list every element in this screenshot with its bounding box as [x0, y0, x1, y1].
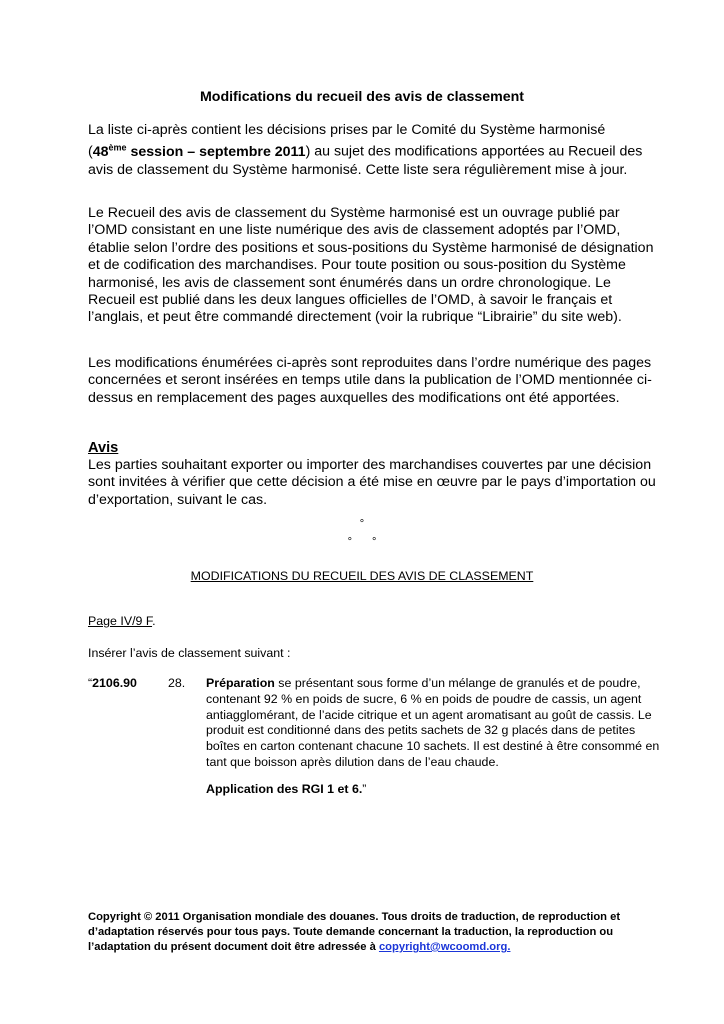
product-name: Préparation [206, 676, 275, 690]
hs-code-value: 2106.90 [92, 676, 137, 690]
copyright-footer [88, 910, 648, 955]
copyright-email-link[interactable]: copyright@wcoomd.org. [378, 941, 511, 953]
open-quote: “ [88, 676, 93, 690]
copyright-text: Copyright © 2011 Organisation mondiale des douanes. Tous droits de traduction, de reproduction et d’adaptation réservés pour tous pays. Toute demande concernant la traduction, la reproduction ou l’adaptation du présent document doit être adressée à [88, 911, 621, 953]
intro-paragraph-2: Le Recueil des avis de classement du Système harmonisé est un ouvrage publié par l’OMD consistant en une liste numérique des avis de classement adoptés par l’OMD, établie selon l’ordre des positions et sous-positions du Système harmonisé de désignation et de codification des marchandises. Pour toute position ou sous-position du Système harmonisé, les avis de classement sont énumérés dans un ordre chronologique. Le Recueil est publié dans les deux langues officielles de l’OMD, à savoir le français et l’anglais, et peut être commandé directement (voir la rubrique “Librairie” du site web). [88, 205, 654, 326]
session-superscript: ème [108, 142, 127, 153]
product-description: se présentant sous forme d’un mélange de granulés et de poudre, contenant 92 % en poids de sucre, 6 % en poids de poudre de cassis, un agent antiagglomérant, de l’acide citrique et un agent aromatisant au goût de cassis. Le produit est conditionné dans des petits sachets de 32 g placés dans de petites boîtes en carton contenant chacune 10 sachets. Il est destiné à être consommé en tant que boisson après dilution dans de l’eau chaude. [206, 676, 660, 769]
separator-top [88, 518, 636, 530]
intro-paragraph-3: Les modifications énumérées ci-après sont reproduites dans l’ordre numérique des pages concernées et seront insérées en temps utile dans la publication de l’OMD mentionnée ci-dessus en remplacement des pages auxquelles des modifications ont été apportées. [88, 355, 652, 406]
separator-bottom [88, 536, 636, 548]
entry-description [206, 676, 672, 771]
intro-paragraph-1 [88, 122, 658, 179]
separator-left-glyph: ° [347, 536, 352, 548]
page-reference-label: Page IV/9 F [88, 614, 153, 628]
intro-p1-after: ) au sujet des modifications apportées au Recueil des avis de classement du Système harmonisé. Cette liste sera régulièrement mise à jour. [88, 144, 643, 178]
hs-code [88, 676, 137, 692]
application-rule-text: Application des RGI 1 et 6. [206, 782, 363, 796]
insert-instruction: Insérer l’avis de classement suivant : [88, 646, 291, 660]
close-quote: ” [362, 782, 367, 796]
separator-top-glyph: ° [359, 518, 365, 530]
avis-paragraph: Les parties souhaitant exporter ou importer des marchandises couvertes par une décision sont invitées à vérifier que cette décision a été mise en œuvre par le pays d’importation ou d’exportation, suivant le cas. [88, 457, 656, 508]
page-reference-end: . [152, 614, 156, 628]
intro-p1-open: ( [88, 144, 93, 161]
avis-heading: Avis [88, 440, 119, 456]
session-number: 48 [92, 144, 109, 161]
intro-p1-before: La liste ci-après contient les décisions prises par le Comité du Système harmonisé [88, 122, 606, 138]
application-rule [206, 782, 366, 798]
session-label [93, 144, 306, 160]
session-rest: session – septembre 2011 [126, 144, 306, 161]
modifications-heading: MODIFICATIONS DU RECUEIL DES AVIS DE CLASSEMENT [190, 569, 534, 583]
entry-number: 28. [168, 676, 186, 690]
page-reference [88, 613, 156, 629]
document-title: Modifications du recueil des avis de classement [199, 89, 525, 105]
separator-right-glyph: ° [372, 536, 377, 548]
